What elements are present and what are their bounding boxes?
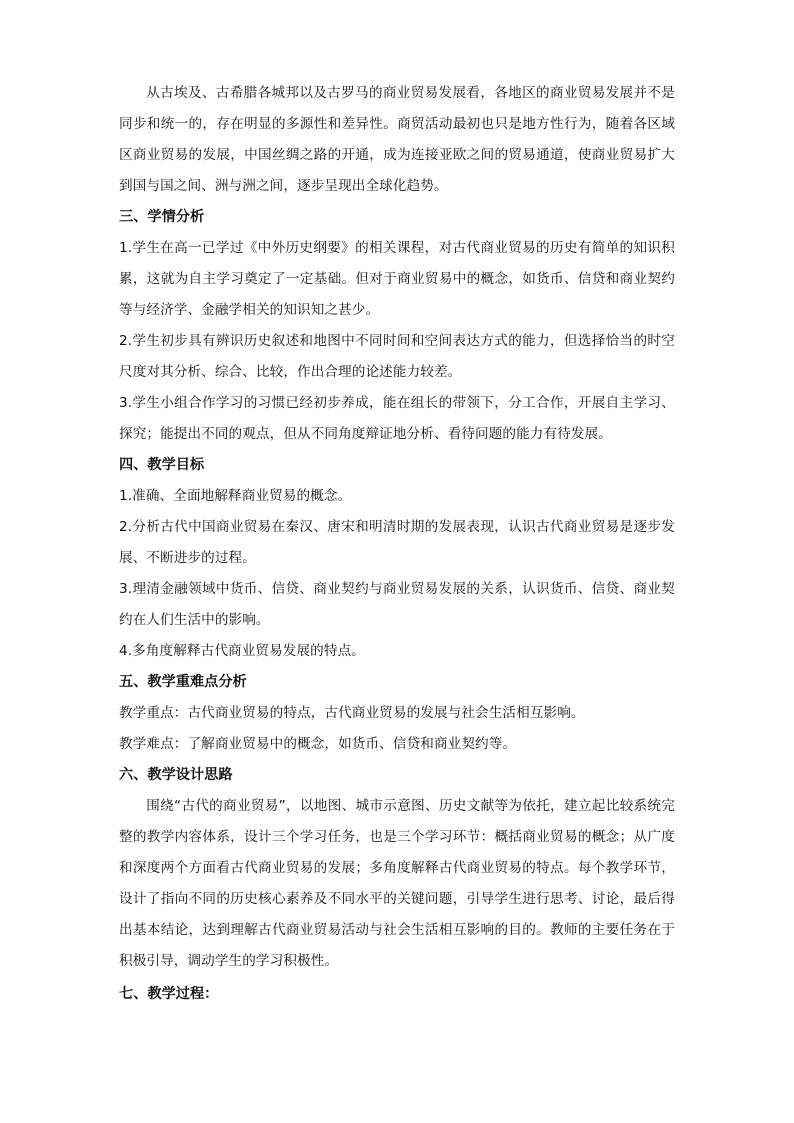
section4-item-4: 4.多角度解释古代商业贸易发展的特点。: [119, 643, 365, 659]
document-page: [119, 78, 675, 1010]
section3-item-1: 1.学生在高一已学过《中外历史纲要》的相关课程，对古代商业贸易的历史有简单的知识积累，这就为自主学习奠定了一定基础。但对于商业贸易中的概念，如货币、信贷和商业契约等与经济学、金融学相关的知识知之甚少。: [119, 240, 675, 318]
section6-heading: 六、教学设计思路: [119, 767, 233, 783]
section2-paragraph: 从古埃及、古希腊各城邦以及古罗马的商业贸易发展看，各地区的商业贸易发展并不是同步和统一的，存在明显的多源性和差异性。商贸活动最初也只是地方性行为，随着各区域区商业贸易的发展，中国丝绸之路的开通，成为连接亚欧之间的贸易通道，使商业贸易扩大到国与国之间、洲与洲之间，逐步呈现出全球化趋势。: [119, 85, 675, 194]
section3-item-2: 2.学生初步具有辨识历史叙述和地图中不同时间和空间表达方式的能力，但选择恰当的时空尺度对其分析、综合、比较，作出合理的论述能力较差。: [119, 333, 675, 380]
key-point-text: 教学重点：古代商业贸易的特点，古代商业贸易的发展与社会生活相互影响。: [119, 705, 585, 721]
section4-item-3: 3.理清金融领域中货币、信贷、商业契约与商业贸易发展的关系，认识货币、信贷、商业契约在人们生活中的影响。: [119, 581, 675, 628]
section3-item-3: 3.学生小组合作学习的习惯已经初步养成，能在组长的带领下，分工合作，开展自主学习、探究；能提出不同的观点，但从不同角度辩证地分析、看待问题的能力有待发展。: [119, 395, 675, 442]
section4-item-1: 1.准确、全面地解释商业贸易的概念。: [119, 488, 352, 504]
section4-heading: 四、教学目标: [119, 457, 205, 473]
section7-heading: 七、教学过程：: [119, 986, 219, 1002]
section4-item-2: 2.分析古代中国商业贸易在秦汉、唐宋和明清时期的发展表现，认识古代商业贸易是逐步发展、不断进步的过程。: [119, 519, 675, 566]
difficult-point-text: 教学难点：了解商业贸易中的概念，如货币、信贷和商业契约等。: [119, 736, 517, 752]
section3-heading: 三、学情分析: [119, 209, 205, 225]
section6-paragraph: 围绕“古代的商业贸易”，以地图、城市示意图、历史文献等为依托，建立起比较系统完整的教学内容体系，设计三个学习任务，也是三个学习环节：概括商业贸易的概念；从广度和深度两个方面看古代商业贸易的发展；多角度解释古代商业贸易的特点。每个教学环节，设计了指向不同的历史核心素养及不同水平的关键问题，引导学生进行思考、讨论，最后得出基本结论，达到理解古代商业贸易活动与社会生活相互影响的目的。教师的主要任务在于积极引导，调动学生的学习积极性。: [119, 798, 675, 969]
section5-heading: 五、教学重难点分析: [119, 674, 247, 690]
